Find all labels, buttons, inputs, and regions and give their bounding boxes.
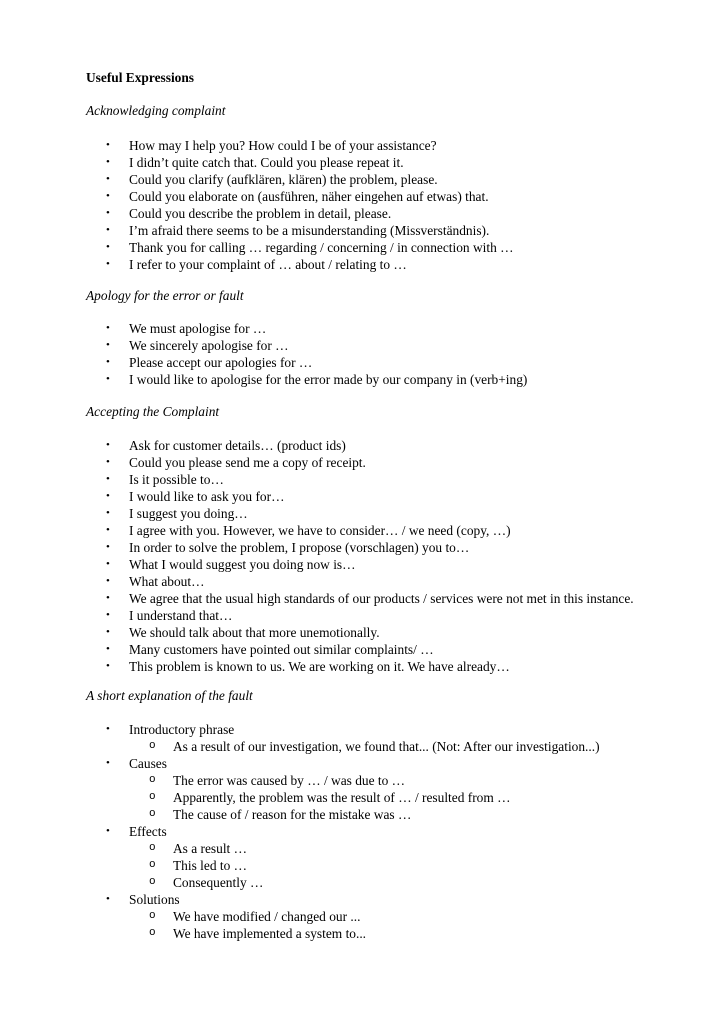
list-item (0, 721, 719, 755)
group-label: Causes (129, 756, 167, 771)
document-title: Useful Expressions (86, 70, 195, 85)
bullet-icon: • (106, 609, 110, 621)
list-item: • Could you describe the problem in detail, please. (106, 206, 392, 221)
circle-bullet-icon: o (149, 876, 156, 888)
circle-bullet-icon: o (149, 740, 156, 752)
list-item: • I didn’t quite catch that. Could you please repeat it. (106, 155, 404, 170)
circle-bullet-icon: o (149, 859, 156, 871)
bullet-icon: • (106, 473, 110, 485)
bullet-icon: • (106, 490, 110, 502)
bullet-icon: • (106, 190, 110, 202)
list-item: • Many customers have pointed out similar complaints/ … (106, 642, 434, 657)
bullet-icon: • (106, 558, 110, 570)
circle-bullet-icon: o (149, 774, 156, 786)
sub-list (129, 908, 719, 942)
list-item: • I would like to ask you for… (106, 489, 285, 504)
bullet-icon: • (106, 356, 110, 368)
list-item: • I refer to your complaint of … about / relating to … (106, 257, 407, 272)
bullet-icon: • (106, 173, 110, 185)
bullet-icon: • (106, 893, 110, 905)
list-item: • This problem is known to us. We are working on it. We have already… (106, 659, 510, 674)
sub-list (129, 840, 719, 891)
list-item: • Is it possible to… (106, 472, 224, 487)
bullet-icon: • (106, 507, 110, 519)
bullet-icon: • (106, 757, 110, 769)
acknowledging-list (0, 137, 719, 273)
list-item: • Could you please send me a copy of receipt. (106, 455, 366, 470)
list-item: • Could you clarify (aufklären, klären) the problem, please. (106, 172, 438, 187)
bullet-icon: • (106, 541, 110, 553)
list-item: • What about… (106, 574, 205, 589)
list-item: • I’m afraid there seems to be a misunderstanding (Missverständnis). (106, 223, 490, 238)
list-item: • We sincerely apologise for … (106, 338, 289, 353)
list-item (0, 823, 719, 891)
bullet-icon: • (106, 373, 110, 385)
list-item: • How may I help you? How could I be of your assistance? (106, 138, 437, 153)
sub-list-item: o Consequently … (149, 875, 264, 890)
list-item (0, 891, 719, 942)
list-item: • Ask for customer details… (product ids) (106, 438, 346, 453)
bullet-icon: • (106, 643, 110, 655)
sub-list-item: o The cause of / reason for the mistake was … (149, 807, 412, 822)
bullet-icon: • (106, 575, 110, 587)
group-label: Solutions (129, 892, 180, 907)
sub-list-item: o Apparently, the problem was the result of … / resulted from … (149, 790, 511, 805)
sub-list-item: o We have modified / changed our ... (149, 909, 361, 924)
list-item: • I would like to apologise for the error made by our company in (verb+ing) (106, 372, 528, 387)
list-item: • Could you elaborate on (ausführen, näher eingehen auf etwas) that. (106, 189, 489, 204)
bullet-icon: • (106, 207, 110, 219)
section-heading-acknowledging: Acknowledging complaint (86, 103, 226, 118)
bullet-icon: • (106, 322, 110, 334)
bullet-icon: • (106, 156, 110, 168)
section-heading-accepting: Accepting the Complaint (86, 404, 220, 419)
list-item: • I suggest you doing… (106, 506, 248, 521)
sub-list-item: o We have implemented a system to... (149, 926, 367, 941)
circle-bullet-icon: o (149, 910, 156, 922)
accepting-list (0, 437, 719, 675)
bullet-icon: • (106, 524, 110, 536)
bullet-icon: • (106, 825, 110, 837)
bullet-icon: • (106, 660, 110, 672)
bullet-icon: • (106, 626, 110, 638)
bullet-icon: • (106, 456, 110, 468)
explanation-list (0, 721, 719, 942)
section-heading-explanation: A short explanation of the fault (86, 688, 253, 703)
group-label: Effects (129, 824, 167, 839)
list-item: • What I would suggest you doing now is… (106, 557, 356, 572)
bullet-icon: • (106, 258, 110, 270)
list-item: • Thank you for calling … regarding / concerning / in connection with … (106, 240, 514, 255)
circle-bullet-icon: o (149, 808, 156, 820)
list-item: • We should talk about that more unemotionally. (106, 625, 380, 640)
sub-list (129, 772, 719, 823)
sub-list-item: o As a result of our investigation, we found that... (Not: After our investigation...) (149, 739, 600, 754)
bullet-icon: • (106, 139, 110, 151)
circle-bullet-icon: o (149, 791, 156, 803)
sub-list (129, 738, 719, 755)
list-item (0, 755, 719, 823)
list-item: • We agree that the usual high standards of our products / services were not met in this instance. (106, 591, 634, 606)
sub-list-item: o This led to … (149, 858, 248, 873)
bullet-icon: • (106, 592, 110, 604)
apology-list (0, 320, 719, 388)
circle-bullet-icon: o (149, 927, 156, 939)
group-label: Introductory phrase (129, 722, 235, 737)
sub-list-item: o The error was caused by … / was due to … (149, 773, 406, 788)
bullet-icon: • (106, 224, 110, 236)
list-item: • Please accept our apologies for … (106, 355, 313, 370)
sub-list-item: o As a result … (149, 841, 248, 856)
circle-bullet-icon: o (149, 842, 156, 854)
bullet-icon: • (106, 241, 110, 253)
list-item: • In order to solve the problem, I propose (vorschlagen) you to… (106, 540, 470, 555)
list-item: • I agree with you. However, we have to consider… / we need (copy, …) (106, 523, 511, 538)
bullet-icon: • (106, 339, 110, 351)
bullet-icon: • (106, 723, 110, 735)
bullet-icon: • (106, 439, 110, 451)
list-item: • We must apologise for … (106, 321, 267, 336)
list-item: • I understand that… (106, 608, 233, 623)
section-heading-apology: Apology for the error or fault (86, 288, 244, 303)
